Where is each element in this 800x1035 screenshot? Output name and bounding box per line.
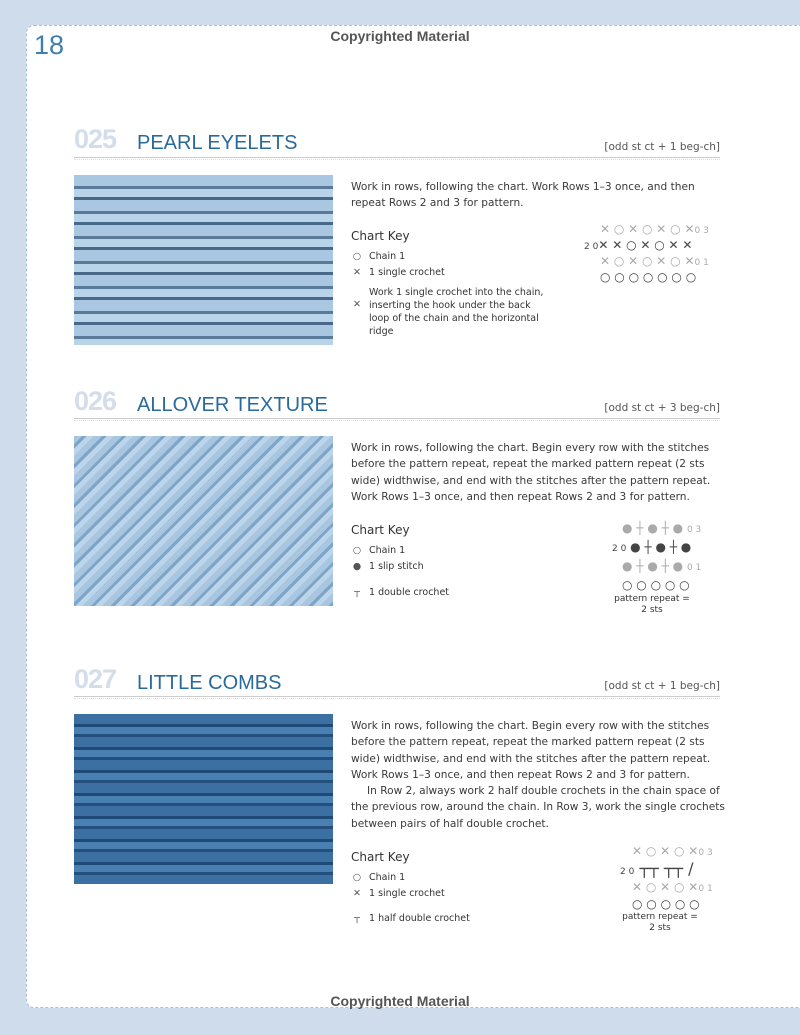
- repeat-value: 2 sts: [649, 923, 671, 933]
- double-crochet-icon: ┬: [354, 587, 360, 598]
- pattern-title: PEARL EYELETS: [137, 132, 298, 154]
- key-label: 1 single crochet: [369, 267, 445, 278]
- pattern-title: LITTLE COMBS: [137, 672, 282, 694]
- swatch-photo: [74, 714, 333, 884]
- section-divider: [74, 157, 720, 160]
- pattern-title: ALLOVER TEXTURE: [137, 394, 328, 416]
- watermark-top: Copyrighted Material: [330, 28, 470, 44]
- instructions: [351, 718, 731, 832]
- stitch-chart: ✕ ○ ✕ ○ ✕ ○ ✕0 3 2 0✕ ✕ ○ ✕ ○ ✕ ✕ ✕ ○ ✕ ○ ✕ ○ ✕0 1 ○ ○ ○ ○ ○ ○ ○: [584, 222, 709, 284]
- chart-key-title: Chart Key: [351, 850, 410, 864]
- key-label: Work 1 single crochet into the chain, inserting the hook under the back loop of the chain and the horizontal ridge: [369, 287, 544, 337]
- section-divider: [74, 696, 720, 699]
- single-crochet-back-loop-icon: ✕: [353, 299, 361, 310]
- repeat-value: 2 sts: [641, 605, 663, 615]
- repeat-label: pattern repeat =: [622, 912, 698, 922]
- section-divider: [74, 418, 720, 421]
- key-label: Chain 1: [369, 251, 406, 262]
- key-label: 1 single crochet: [369, 888, 445, 899]
- chart-key-title: Chart Key: [351, 229, 410, 243]
- key-label: 1 half double crochet: [369, 913, 470, 924]
- chain-icon: ○: [352, 872, 362, 883]
- instructions: [351, 179, 731, 212]
- instruction-paragraph: Work in rows, following the chart. Begin every row with the stitches before the pattern repeat, repeat the marked pattern repeat (2 sts wide) widthwise, and end with the stitches after the pattern repeat. Work Rows 1–3 once, and then repeat Rows 2 and 3 for pattern.: [351, 442, 711, 503]
- stitch-chart: ● ┼ ● ┼ ● 0 3 2 0 ● ┼ ● ┼ ● ● ┼ ● ┼ ● 0 1 ○ ○ ○ ○ ○ pattern repeat = 2 sts: [612, 521, 702, 615]
- key-label: Chain 1: [369, 545, 406, 556]
- page-number: 18: [34, 30, 65, 60]
- single-crochet-icon: ✕: [353, 267, 361, 278]
- pattern-number: 027: [74, 664, 117, 694]
- chain-icon: ○: [352, 251, 362, 262]
- single-crochet-icon: ✕: [353, 888, 361, 899]
- chart-key-title: Chart Key: [351, 523, 410, 537]
- instructions: [351, 440, 731, 505]
- instruction-paragraph: Work in rows, following the chart. Begin every row with the stitches before the pattern repeat, repeat the marked pattern repeat (2 sts wide) widthwise, and end with the stitches after the pattern repeat. Work Rows 1–3 once, and then repeat Rows 2 and 3 for pattern.: [351, 720, 711, 781]
- chain-icon: ○: [352, 545, 362, 556]
- instruction-paragraph: In Row 2, always work 2 half double crochets in the chain space of the previous row, around the chain. In Row 3, work the single crochets between pairs of half double crochet.: [351, 785, 725, 830]
- slip-stitch-icon: ●: [352, 561, 362, 572]
- pattern-number: 026: [74, 386, 117, 416]
- swatch-photo: [74, 436, 333, 606]
- instruction-paragraph: Work in rows, following the chart. Work Rows 1–3 once, and then repeat Rows 2 and 3 for pattern.: [351, 181, 695, 210]
- stitch-count-tag: [odd st ct + 3 beg-ch]: [604, 402, 720, 414]
- half-double-crochet-icon: ┬: [354, 913, 360, 924]
- key-label: 1 double crochet: [369, 587, 450, 598]
- swatch-photo: [74, 175, 333, 345]
- repeat-label: pattern repeat =: [614, 594, 690, 604]
- watermark-bottom: Copyrighted Material: [330, 993, 470, 1009]
- stitch-chart: ✕ ○ ✕ ○ ✕0 3 2 0 ┬┬ ┬┬ / ✕ ○ ✕ ○ ✕0 1 ○ ○ ○ ○ ○ pattern repeat = 2 sts: [620, 844, 713, 933]
- stitch-count-tag: [odd st ct + 1 beg-ch]: [604, 141, 720, 153]
- key-label: 1 slip stitch: [369, 561, 424, 572]
- stitch-count-tag: [odd st ct + 1 beg-ch]: [604, 680, 720, 692]
- key-label: Chain 1: [369, 872, 406, 883]
- pattern-number: 025: [74, 124, 117, 154]
